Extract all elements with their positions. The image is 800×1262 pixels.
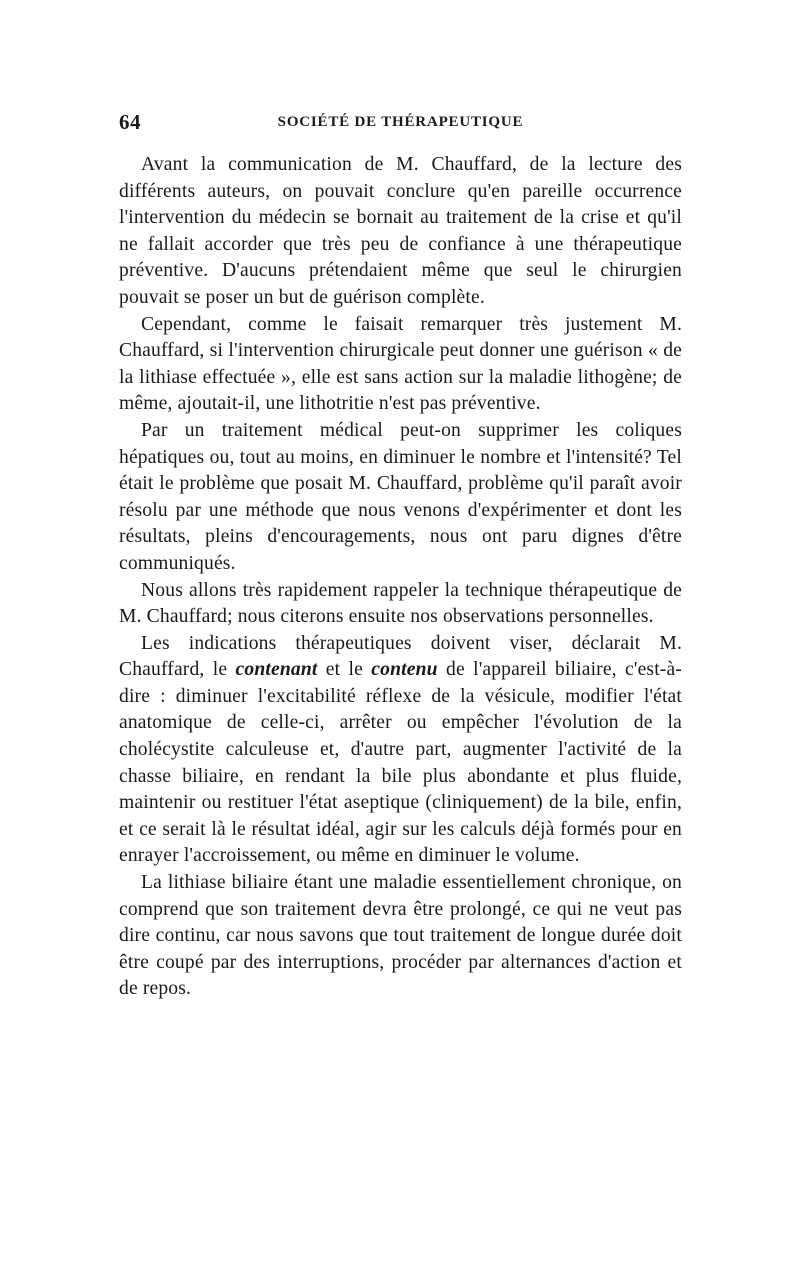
page-number: 64 [119,110,141,134]
paragraph-5-part-3: de l'appareil biliaire, c'est-à-dire : diminuer l'excitabilité réflexe de la vésicule, modifier l'état anatomique de celle-ci, arrêter ou empêcher l'évolution de la cholécystite calculeuse et, d'autre part, augmenter l'activité de la chasse biliaire, en rendant la bile plus abondante et plus fluide, maintenir ou restituer l'état aseptique (cliniquement) de la bile, enfin, et ce serait là le résultat idéal, agir sur les calculs déjà formés pour en enrayer l'accroissement, ou même en diminuer le volume. [119,659,682,867]
running-title: SOCIÉTÉ DE THÉRAPEUTIQUE [277,114,524,130]
body-text [119,152,682,1003]
paragraph-1: Avant la communication de M. Chauffard, de la lecture des différents auteurs, on pouvait conclure qu'en pareille occurrence l'intervention du médecin se bornait au traitement de la crise et qu'il ne fallait accorder que très peu de confiance à une thérapeutique préventive. D'aucuns prétendaient même que seul le chirurgien pouvait se poser un but de guérison complète. [119,154,682,308]
italic-term-contenant: contenant [235,659,318,681]
italic-term-contenu: contenu [371,659,438,681]
paragraph-5-part-1: Les indications thérapeutiques doivent viser, déclarait M. Chauffard, le [119,632,682,681]
running-head [119,110,682,140]
paragraph-6: La lithiase biliaire étant une maladie essentiellement chronique, on comprend que son traitement devra être prolongé, ce qui ne veut pas dire continu, car nous savons que tout traitement de longue durée doit être coupé par des interruptions, procéder par alternances d'action et de repos. [119,872,682,1000]
paragraph-3: Par un traitement médical peut-on supprimer les coliques hépatiques ou, tout au moins, en diminuer le nombre et l'intensité? Tel était le problème que posait M. Chauffard, problème qu'il paraît avoir résolu par une méthode que nous venons d'expérimenter et dont les résultats, pleins d'encouragements, nous ont paru dignes d'être communiqués. [119,419,682,574]
paragraph-2: Cependant, comme le faisait remarquer très justement M. Chauffard, si l'intervention chirurgicale peut donner une guérison « de la lithiase effectuée », elle est sans action sur la maladie lithogène; de même, ajoutait-il, une lithotritie n'est pas préventive. [119,313,682,415]
paragraph-4: Nous allons très rapidement rappeler la technique thérapeutique de M. Chauffard; nous citerons ensuite nos observations personnelles. [119,579,682,628]
paragraph-5 [119,631,682,870]
book-page [119,110,682,1003]
paragraph-5-part-2: et le [317,659,372,681]
